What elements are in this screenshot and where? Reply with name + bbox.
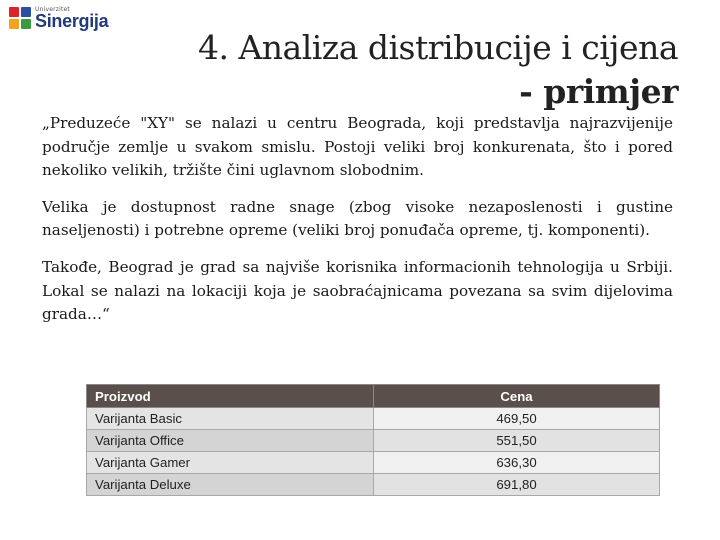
product-name-cell: Varijanta Office bbox=[87, 430, 374, 452]
logo-emblem-icon bbox=[8, 6, 32, 30]
price-cell: 469,50 bbox=[374, 408, 660, 430]
column-header-product: Proizvod bbox=[87, 385, 374, 408]
body-text bbox=[42, 112, 673, 340]
logo-brand-text: Sinergija bbox=[35, 11, 109, 31]
slide-title bbox=[118, 26, 678, 114]
table-row bbox=[87, 408, 660, 430]
price-cell: 551,50 bbox=[374, 430, 660, 452]
column-header-price: Cena bbox=[374, 385, 660, 408]
logo-small-text: Univerzitet bbox=[35, 6, 70, 13]
price-cell: 636,30 bbox=[374, 452, 660, 474]
university-logo bbox=[8, 6, 109, 32]
paragraph-1: „Preduzeće "XY" se nalazi u centru Beograda, koji predstavlja najrazvijenije područje zemlje u svakom smislu. Postoji veliki broj konkurenata, što i pored nekoliko velikih, tržište čini uglavnom slobodnim. bbox=[42, 114, 673, 180]
table-row bbox=[87, 452, 660, 474]
paragraph-3: Takođe, Beograd je grad sa najviše korisnika informacionih tehnologija u Srbiji. Lokal se nalazi na lokaciji koja je saobraćajnicama povezana sa svim dijelovima grada…“ bbox=[42, 257, 673, 324]
product-name-cell: Varijanta Gamer bbox=[87, 452, 374, 474]
table-header-row bbox=[87, 385, 660, 408]
price-table bbox=[86, 384, 660, 496]
paragraph-2: Velika je dostupnost radne snage (zbog visoke nezaposlenosti i gustine naseljenosti) i potrebne opreme (veliki broj ponuđača opreme, tj. komponenti). bbox=[42, 197, 673, 240]
title-line-1: 4. Analiza distribucije i cijena bbox=[197, 28, 678, 67]
product-name-cell: Varijanta Basic bbox=[87, 408, 374, 430]
price-cell: 691,80 bbox=[374, 474, 660, 496]
table-row bbox=[87, 430, 660, 452]
title-line-2: - primjer bbox=[519, 72, 678, 111]
product-name-cell: Varijanta Deluxe bbox=[87, 474, 374, 496]
table-row bbox=[87, 474, 660, 496]
